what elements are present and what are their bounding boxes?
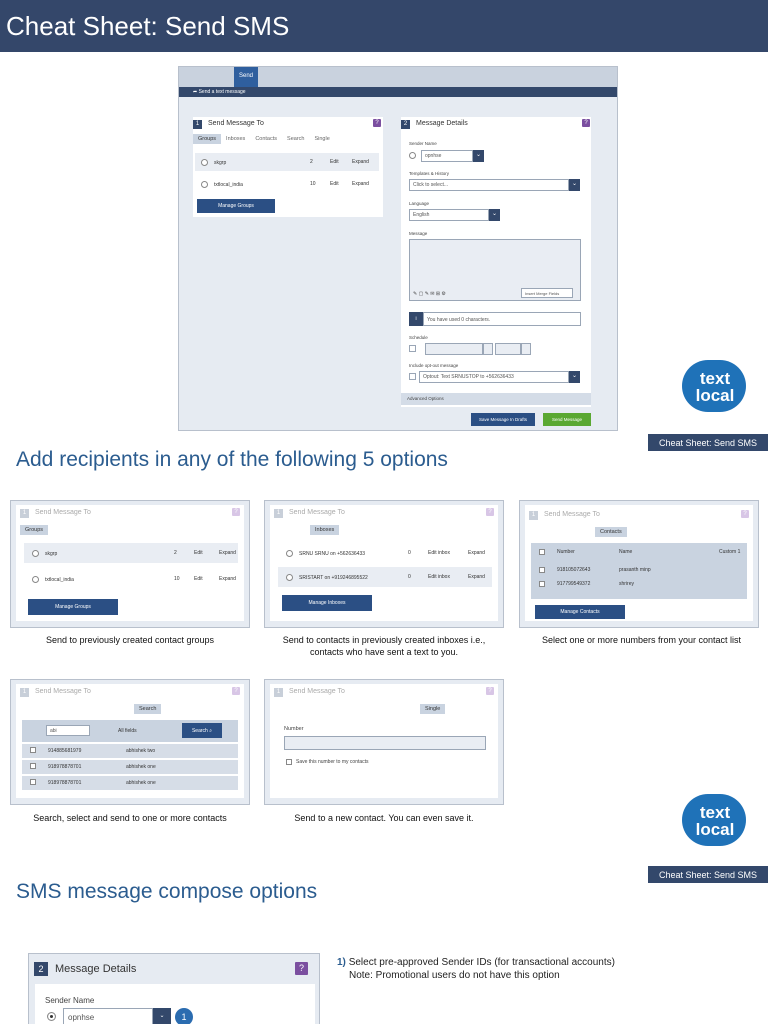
send-to-panel: [270, 505, 498, 621]
panel-title: Send Message To: [208, 120, 264, 127]
textlocal-logo: [680, 792, 750, 850]
language-select[interactable]: English: [409, 209, 489, 221]
toolbar-icons[interactable]: ✎ ▢ ✎ ✉ ⊞ ⚙: [413, 291, 446, 297]
manage-inboxes-button[interactable]: Manage Inboxes: [282, 595, 372, 611]
search-bar: [22, 720, 238, 742]
column-header: Custom 1: [719, 549, 741, 555]
group-name: txtlocal_india: [45, 576, 74, 583]
compose-body: [35, 984, 315, 1024]
logo-line-2: local: [695, 386, 735, 405]
panel-title: Send Message To: [35, 688, 91, 695]
number-label: Number: [284, 726, 304, 732]
schedule-checkbox[interactable]: [409, 345, 416, 352]
recipient-tabs: [193, 134, 335, 144]
radio-button[interactable]: [201, 159, 208, 166]
group-name: txtlocal_india: [214, 181, 243, 188]
radio-button[interactable]: [201, 181, 208, 188]
message-details-panel: [401, 117, 591, 407]
send-to-panel: [16, 684, 244, 798]
tab-inboxes[interactable]: Inboxes: [310, 525, 339, 535]
textlocal-logo: [680, 358, 750, 416]
checkbox[interactable]: [30, 747, 36, 753]
edit-link[interactable]: Edit: [330, 159, 339, 165]
edit-inbox-link[interactable]: Edit inbox: [428, 574, 450, 580]
group-row[interactable]: [195, 175, 379, 193]
save-draft-button[interactable]: Save Message In Drafts: [471, 413, 535, 426]
checkbox[interactable]: [30, 763, 36, 769]
section-title: Add recipients in any of the following 5 options: [16, 448, 448, 471]
expand-link[interactable]: Expand: [352, 159, 369, 165]
tab-groups[interactable]: Groups: [193, 134, 221, 144]
checkbox[interactable]: [539, 567, 545, 573]
manage-contacts-button[interactable]: Manage Contacts: [535, 605, 625, 619]
panel-heading: 1 Send Message To: [274, 509, 345, 518]
panel-heading: 1 Send Message To: [20, 688, 91, 697]
help-icon[interactable]: ?: [582, 119, 590, 127]
send-message-button[interactable]: Send Message: [543, 413, 591, 426]
page-header: [0, 0, 768, 52]
send-to-panel: [193, 117, 383, 217]
main-screenshot: [178, 66, 618, 431]
inbox-row[interactable]: [278, 567, 492, 587]
logo-line-1: text: [699, 369, 731, 388]
panel-title: Message Details: [55, 963, 137, 975]
tab-search[interactable]: Search: [287, 136, 305, 142]
expand-link[interactable]: Expand: [219, 576, 236, 582]
schedule-time[interactable]: [495, 343, 521, 355]
send-to-panel: [525, 505, 753, 621]
sender-label: Sender Name: [45, 996, 95, 1005]
tab-search[interactable]: Search: [134, 704, 161, 714]
group-count: 10: [174, 576, 180, 582]
radio-button[interactable]: [32, 576, 39, 583]
save-label: Save this number to my contacts: [296, 759, 369, 765]
message-label: Message: [409, 231, 428, 236]
contact-number: 918978878701: [48, 780, 82, 786]
field-select[interactable]: All fields: [118, 728, 137, 734]
group-name: skgrp: [214, 159, 227, 166]
edit-link[interactable]: Edit: [330, 181, 339, 187]
panel-title: Message Details: [416, 120, 468, 127]
logo-line-2: local: [695, 820, 735, 839]
panel-heading: 1 Send Message To: [20, 509, 91, 518]
advanced-label: Advanced Options: [407, 396, 444, 401]
step-marker: 1: [175, 1008, 193, 1024]
tab-inboxes[interactable]: Inboxes: [226, 136, 246, 142]
logo-line-1: text: [699, 803, 731, 822]
checkbox[interactable]: [539, 581, 545, 587]
expand-link[interactable]: Expand: [468, 574, 485, 580]
calendar-icon[interactable]: [483, 343, 493, 355]
language-label: Language: [409, 201, 430, 206]
checkbox[interactable]: [30, 779, 36, 785]
inboxes-caption-2: contacts who have sent a text to you.: [309, 647, 459, 657]
cheat-sheet-tag: Cheat Sheet: Send SMS: [648, 434, 768, 451]
table-row[interactable]: [22, 744, 238, 758]
chars-info: You have used 0 characters.: [423, 312, 581, 326]
contact-number: 914885681979: [48, 748, 82, 754]
sender-select[interactable]: opnhse: [63, 1008, 153, 1024]
section-title: SMS message compose options: [16, 880, 318, 903]
compose-shot: [28, 953, 320, 1024]
step-number: 1: [193, 120, 202, 129]
tab-contacts[interactable]: Contacts: [255, 136, 278, 142]
table-row[interactable]: [22, 760, 238, 774]
schedule-date[interactable]: [425, 343, 483, 355]
note-number: 1): [337, 957, 346, 968]
single-option-shot: [264, 679, 504, 805]
subbar-text: Send a text message: [198, 89, 246, 95]
contact-number: 917799549372: [557, 581, 591, 587]
contact-name: abhishek one: [126, 764, 156, 770]
sender-label: Sender Name: [409, 141, 437, 146]
search-input[interactable]: abi: [46, 725, 90, 736]
single-caption: Send to a new contact. You can even save it.: [294, 813, 474, 823]
cheat-sheet-tag: Cheat Sheet: Send SMS: [648, 866, 768, 883]
info-icon: i: [409, 312, 423, 326]
contact-number: 918105072643: [557, 567, 591, 573]
expand-link[interactable]: Expand: [219, 550, 236, 556]
panel-heading: 1 Send Message To: [529, 511, 600, 520]
edit-inbox-link[interactable]: Edit inbox: [428, 550, 450, 556]
manage-groups-button[interactable]: Manage Groups: [28, 599, 118, 615]
recipient-tabs: [420, 704, 445, 714]
group-row[interactable]: [195, 153, 379, 171]
contacts-option-shot: [519, 500, 759, 628]
group-count: 2: [310, 159, 313, 165]
send-to-panel: [16, 505, 244, 621]
schedule-label: Schedule: [409, 335, 428, 340]
note-line-2: Note: Promotional users do not have this option: [349, 970, 560, 981]
inbox-count: 0: [408, 550, 411, 556]
contact-name: abhishek one: [126, 780, 156, 786]
inbox-name: SRISTART on +919246895522: [299, 574, 368, 581]
contacts-caption: Select one or more numbers from your contact list: [541, 635, 742, 645]
help-icon[interactable]: ?: [486, 687, 494, 695]
recipient-tabs: [595, 527, 627, 537]
column-header: Name: [619, 549, 633, 555]
advanced-options[interactable]: [401, 393, 591, 405]
insert-merge-button[interactable]: Insert Merge Fields: [521, 288, 573, 298]
search-option-shot: [10, 679, 250, 805]
help-icon[interactable]: ?: [232, 508, 240, 516]
search-caption: Search, select and send to one or more contacts: [33, 813, 227, 823]
contact-name: shrirey: [619, 581, 635, 587]
step-number: 2: [401, 120, 410, 129]
group-row[interactable]: [24, 543, 238, 563]
checkbox[interactable]: [539, 549, 545, 555]
group-name: skgrp: [45, 550, 58, 557]
inbox-name: SRNU SRNU on +562636433: [299, 550, 366, 557]
search-button[interactable]: [182, 723, 222, 738]
page-title: Cheat Sheet: Send SMS: [6, 11, 290, 41]
recipient-tabs: [134, 704, 161, 714]
sender-select[interactable]: opnhse: [421, 150, 473, 162]
panel-title: Send Message To: [289, 688, 345, 695]
optout-select[interactable]: Optout: Text SRNUSTOP to +562636433: [419, 371, 569, 383]
manage-groups-button[interactable]: Manage Groups: [197, 199, 275, 213]
recipient-tabs: [20, 525, 48, 535]
expand-link[interactable]: Expand: [352, 181, 369, 187]
help-icon[interactable]: ?: [232, 687, 240, 695]
step-number: 2: [34, 962, 48, 976]
recipient-tabs: [310, 525, 339, 535]
panel-heading: [193, 120, 264, 129]
help-icon[interactable]: ?: [486, 508, 494, 516]
panel-title: Send Message To: [289, 509, 345, 516]
top-nav: [179, 67, 617, 87]
radio-button[interactable]: [409, 152, 416, 159]
clock-icon[interactable]: [521, 343, 531, 355]
group-count: 10: [310, 181, 316, 187]
inbox-row[interactable]: [278, 543, 492, 563]
number-field[interactable]: [284, 736, 486, 750]
chevron-down-icon[interactable]: ⌄: [569, 179, 580, 191]
radio-button[interactable]: [286, 574, 293, 581]
panel-heading-bar: [29, 954, 319, 984]
templates-label: Templates & History: [409, 171, 450, 176]
optout-label: Include opt-out message: [409, 363, 459, 368]
save-checkbox[interactable]: [286, 759, 292, 765]
tab-groups[interactable]: Groups: [20, 525, 48, 535]
radio-button[interactable]: [286, 550, 293, 557]
panel-heading: 1 Send Message To: [274, 688, 345, 697]
groups-option-shot: [10, 500, 250, 628]
radio-button[interactable]: [32, 550, 39, 557]
templates-select[interactable]: Click to select...: [409, 179, 569, 191]
help-icon[interactable]: ?: [741, 510, 749, 518]
contact-number: 918978878701: [48, 764, 82, 770]
contact-name: abhishek two: [126, 748, 156, 754]
chevron-down-icon[interactable]: ⌄: [489, 209, 500, 221]
inboxes-caption-1: Send to contacts in previously created inboxes i.e.,: [282, 635, 486, 645]
edit-link[interactable]: Edit: [194, 576, 203, 582]
inbox-count: 0: [408, 574, 411, 580]
group-count: 2: [174, 550, 177, 556]
radio-button[interactable]: [47, 1012, 56, 1021]
inboxes-option-shot: [264, 500, 504, 628]
subbar: [179, 87, 617, 97]
group-row[interactable]: [24, 569, 238, 589]
contacts-table: [531, 543, 747, 599]
compose-note: [337, 957, 615, 968]
panel-title: Send Message To: [544, 511, 600, 518]
contact-name: prasanth minp: [619, 567, 651, 573]
table-row[interactable]: [22, 776, 238, 790]
optout-checkbox[interactable]: [409, 373, 416, 380]
edit-link[interactable]: Edit: [194, 550, 203, 556]
arrow-icon: ➦: [193, 89, 199, 95]
help-icon[interactable]: ?: [373, 119, 381, 127]
expand-link[interactable]: Expand: [468, 550, 485, 556]
tab-single[interactable]: Single: [420, 704, 445, 714]
chevron-down-icon[interactable]: ⌄: [473, 150, 484, 162]
chevron-down-icon[interactable]: ⌄: [153, 1008, 171, 1024]
search-label: Search: [191, 728, 208, 734]
chevron-down-icon[interactable]: ⌄: [569, 371, 580, 383]
nav-item-send[interactable]: Send: [234, 67, 258, 87]
help-icon[interactable]: ?: [295, 962, 308, 975]
note-line-1: Select pre-approved Sender IDs (for transactional accounts): [348, 957, 615, 968]
send-to-panel: [270, 684, 498, 798]
tab-contacts[interactable]: Contacts: [595, 527, 627, 537]
panel-title: Send Message To: [35, 509, 91, 516]
search-icon: ⌕: [209, 728, 213, 734]
column-header: Number: [557, 549, 575, 555]
panel-heading: [401, 120, 468, 129]
tab-single[interactable]: Single: [314, 136, 330, 142]
groups-caption: Send to previously created contact groups: [45, 635, 215, 645]
